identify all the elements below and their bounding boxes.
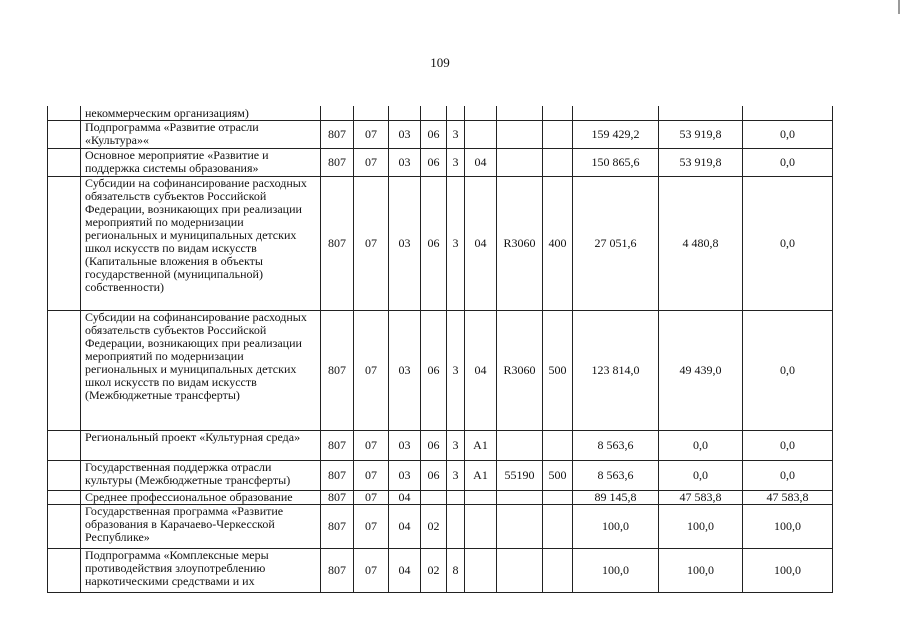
row-value-cell: 04 — [465, 310, 497, 430]
row-value-cell: 02 — [421, 548, 447, 592]
row-value-cell: R3060 — [497, 176, 543, 310]
row-value-cell: 03 — [389, 148, 421, 176]
table-row — [48, 148, 833, 176]
row-value-cell: 07 — [354, 430, 389, 460]
row-value-cell: 06 — [421, 148, 447, 176]
row-value-cell: 07 — [354, 148, 389, 176]
row-name-cell: Региональный проект «Культурная среда» — [81, 430, 321, 460]
row-value-cell — [543, 430, 573, 460]
row-value-cell: 06 — [421, 120, 447, 148]
row-value-cell — [465, 548, 497, 592]
row-value-cell: 07 — [354, 504, 389, 548]
row-value-cell — [573, 106, 659, 120]
row-value-cell: 04 — [465, 176, 497, 310]
scan-edge-mark — [898, 0, 900, 14]
row-value-cell: 100,0 — [743, 548, 833, 592]
row-value-cell: 03 — [389, 120, 421, 148]
row-value-cell — [497, 120, 543, 148]
row-name-cell: Субсидии на софинансирование расходных обязательств субъектов Российской Федерации, возникающих при реализации мероприятий по модернизации региональных и муниципальных детских школ искусств по видам искусств (Межбюджетные трансферты) — [81, 310, 321, 430]
row-value-cell: 807 — [321, 548, 354, 592]
row-value-cell: 807 — [321, 148, 354, 176]
page-number: 109 — [430, 55, 450, 70]
row-name-cell: Государственная программа «Развитие образования в Карачаево-Черкесской Республике» — [81, 504, 321, 548]
row-value-cell — [497, 504, 543, 548]
row-value-cell: 07 — [354, 120, 389, 148]
row-value-cell: 04 — [389, 548, 421, 592]
row-value-cell: 8 563,6 — [573, 460, 659, 490]
table-row — [48, 106, 833, 120]
row-margin-cell — [48, 310, 81, 430]
row-value-cell: 27 051,6 — [573, 176, 659, 310]
row-value-cell: 0,0 — [659, 460, 743, 490]
row-value-cell: 3 — [447, 120, 465, 148]
row-value-cell — [465, 106, 497, 120]
row-value-cell: 807 — [321, 120, 354, 148]
row-value-cell: 07 — [354, 460, 389, 490]
row-value-cell: 3 — [447, 460, 465, 490]
row-value-cell: 0,0 — [743, 148, 833, 176]
row-value-cell: 06 — [421, 176, 447, 310]
row-value-cell — [465, 490, 497, 504]
row-value-cell: 3 — [447, 430, 465, 460]
table-body — [48, 106, 833, 592]
row-value-cell: 0,0 — [743, 310, 833, 430]
row-value-cell: 07 — [354, 176, 389, 310]
table-row — [48, 504, 833, 548]
row-value-cell: 02 — [421, 504, 447, 548]
row-value-cell — [447, 106, 465, 120]
row-value-cell: 807 — [321, 176, 354, 310]
row-value-cell: 100,0 — [659, 504, 743, 548]
row-value-cell: 4 480,8 — [659, 176, 743, 310]
row-value-cell: 400 — [543, 176, 573, 310]
row-margin-cell — [48, 490, 81, 504]
row-value-cell — [465, 120, 497, 148]
row-name-cell: Основное мероприятие «Развитие и поддержка системы образования» — [81, 148, 321, 176]
row-value-cell — [543, 504, 573, 548]
row-value-cell: 03 — [389, 176, 421, 310]
row-name-cell: некоммерческим организациям) — [81, 106, 321, 120]
row-value-cell: 100,0 — [573, 548, 659, 592]
row-value-cell: 100,0 — [743, 504, 833, 548]
row-value-cell: 06 — [421, 430, 447, 460]
row-value-cell: 06 — [421, 460, 447, 490]
row-value-cell: 49 439,0 — [659, 310, 743, 430]
row-margin-cell — [48, 504, 81, 548]
row-value-cell: 0,0 — [743, 176, 833, 310]
row-value-cell: 55190 — [497, 460, 543, 490]
row-margin-cell — [48, 120, 81, 148]
row-value-cell: 07 — [354, 310, 389, 430]
row-value-cell: A1 — [465, 460, 497, 490]
table-row — [48, 460, 833, 490]
row-value-cell — [497, 548, 543, 592]
row-value-cell: 100,0 — [659, 548, 743, 592]
row-value-cell — [497, 106, 543, 120]
row-value-cell — [389, 106, 421, 120]
row-value-cell: 150 865,6 — [573, 148, 659, 176]
row-value-cell: 53 919,8 — [659, 148, 743, 176]
table-row — [48, 430, 833, 460]
row-value-cell — [465, 504, 497, 548]
row-value-cell — [321, 106, 354, 120]
row-margin-cell — [48, 460, 81, 490]
row-value-cell — [447, 504, 465, 548]
row-margin-cell — [48, 106, 81, 120]
budget-table — [47, 106, 833, 593]
row-value-cell — [659, 106, 743, 120]
row-value-cell: A1 — [465, 430, 497, 460]
row-value-cell: 123 814,0 — [573, 310, 659, 430]
row-value-cell: 53 919,8 — [659, 120, 743, 148]
row-value-cell: 47 583,8 — [659, 490, 743, 504]
row-margin-cell — [48, 176, 81, 310]
row-value-cell — [497, 148, 543, 176]
row-value-cell: 807 — [321, 460, 354, 490]
row-name-cell: Государственная поддержка отрасли культуры (Межбюджетные трансферты) — [81, 460, 321, 490]
row-value-cell — [743, 106, 833, 120]
row-value-cell — [543, 490, 573, 504]
row-name-cell: Среднее профессиональное образование — [81, 490, 321, 504]
row-value-cell: 07 — [354, 490, 389, 504]
row-name-cell: Подпрограмма «Развитие отрасли «Культура»« — [81, 120, 321, 148]
row-value-cell — [421, 490, 447, 504]
row-name-cell: Субсидии на софинансирование расходных обязательств субъектов Российской Федерации, возникающих при реализации мероприятий по модернизации региональных и муниципальных детских школ искусств по видам искусств (Капитальные вложения в объекты государственной (муниципальной) собственности) — [81, 176, 321, 310]
row-margin-cell — [48, 430, 81, 460]
row-value-cell: 0,0 — [659, 430, 743, 460]
row-margin-cell — [48, 148, 81, 176]
row-value-cell: 04 — [389, 504, 421, 548]
row-value-cell — [447, 490, 465, 504]
row-value-cell: 807 — [321, 310, 354, 430]
row-value-cell — [497, 430, 543, 460]
row-value-cell — [497, 490, 543, 504]
row-value-cell — [543, 148, 573, 176]
row-value-cell — [543, 120, 573, 148]
row-value-cell: R3060 — [497, 310, 543, 430]
row-value-cell: 03 — [389, 430, 421, 460]
row-value-cell: 0,0 — [743, 460, 833, 490]
row-value-cell: 07 — [354, 548, 389, 592]
table-row — [48, 120, 833, 148]
row-value-cell: 500 — [543, 310, 573, 430]
row-value-cell — [354, 106, 389, 120]
row-value-cell: 8 — [447, 548, 465, 592]
row-value-cell: 8 563,6 — [573, 430, 659, 460]
row-value-cell: 47 583,8 — [743, 490, 833, 504]
row-value-cell: 3 — [447, 310, 465, 430]
row-value-cell: 807 — [321, 504, 354, 548]
table-row — [48, 310, 833, 430]
row-margin-cell — [48, 548, 81, 592]
row-value-cell: 159 429,2 — [573, 120, 659, 148]
row-value-cell: 03 — [389, 460, 421, 490]
table-row — [48, 176, 833, 310]
row-value-cell: 04 — [389, 490, 421, 504]
row-value-cell: 500 — [543, 460, 573, 490]
row-value-cell: 3 — [447, 176, 465, 310]
row-value-cell: 100,0 — [573, 504, 659, 548]
row-value-cell — [543, 106, 573, 120]
row-value-cell: 807 — [321, 490, 354, 504]
row-value-cell: 06 — [421, 310, 447, 430]
row-value-cell: 04 — [465, 148, 497, 176]
row-value-cell: 3 — [447, 148, 465, 176]
row-value-cell — [543, 548, 573, 592]
row-value-cell: 89 145,8 — [573, 490, 659, 504]
row-value-cell: 807 — [321, 430, 354, 460]
row-value-cell: 0,0 — [743, 120, 833, 148]
row-value-cell: 0,0 — [743, 430, 833, 460]
row-value-cell: 03 — [389, 310, 421, 430]
row-value-cell — [421, 106, 447, 120]
table-row — [48, 548, 833, 592]
row-name-cell: Подпрограмма «Комплексные меры противодействия злоупотреблению наркотическими средствами и их — [81, 548, 321, 592]
table-row — [48, 490, 833, 504]
